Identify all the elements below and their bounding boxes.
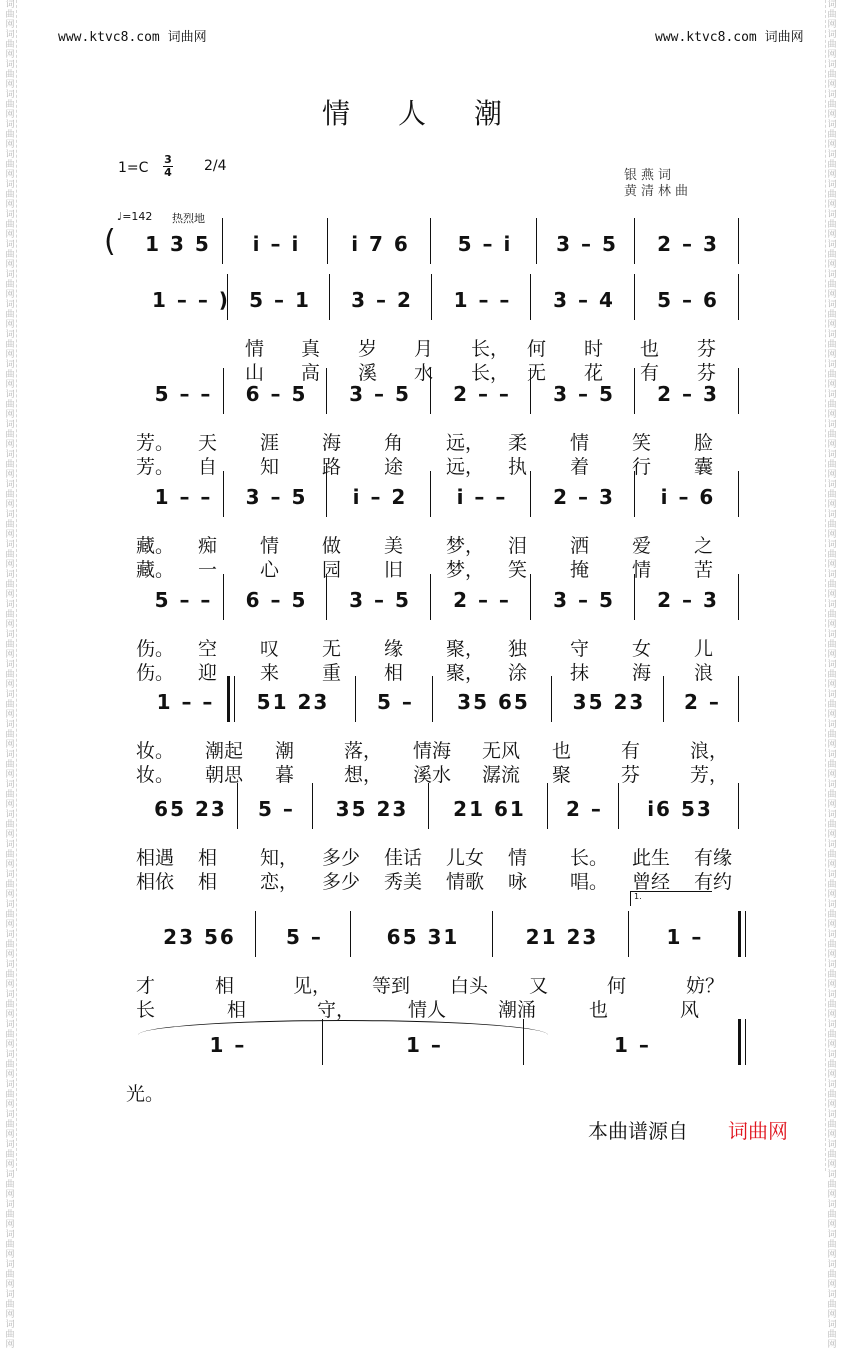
measure-notes: 2 – — [566, 797, 603, 821]
lyric-syllable: 潮起 — [205, 740, 244, 762]
measure-notes: 2 – – — [453, 588, 511, 612]
bar-line — [738, 574, 739, 620]
measure-notes: 21 61 — [453, 797, 526, 821]
lyric-syllable: 梦， — [446, 559, 485, 581]
bar-line — [738, 218, 739, 264]
bar-line — [634, 218, 635, 264]
measure-notes: 3 – 2 — [351, 288, 413, 312]
lyric-syllable: 海 — [632, 662, 652, 684]
lyric-syllable: 岁 — [358, 338, 378, 360]
lyric-syllable: 何 — [527, 338, 547, 360]
lyric-syllable: 真 — [301, 338, 321, 360]
measure-notes: i – – — [456, 485, 508, 509]
lyric-syllable: 暮 — [275, 764, 295, 786]
lyric-syllable: 痴 — [198, 535, 218, 557]
bar-line — [428, 783, 429, 829]
measure-notes: i 7 6 — [351, 232, 410, 256]
measure-notes: 3 – 5 — [349, 382, 411, 406]
lyric-syllable: 儿 — [694, 638, 714, 660]
bar-line — [223, 368, 224, 414]
bar-line — [530, 574, 531, 620]
expression-mark: 热烈地 — [172, 212, 205, 225]
lyric-syllable: 涯 — [260, 432, 280, 454]
lyric-syllable: 相 — [198, 871, 218, 893]
bar-line — [222, 218, 223, 264]
lyric-syllable: 海 — [322, 432, 342, 454]
lyric-syllable: 情 — [570, 432, 590, 454]
bar-line — [227, 274, 228, 320]
bar-line — [492, 911, 493, 957]
lyric-syllable: 相 — [384, 662, 404, 684]
lyric-syllable: 无 — [527, 362, 547, 384]
lyric-syllable: 秀美 — [384, 871, 423, 893]
lyric-syllable: 伤。 — [136, 638, 175, 660]
lyric-syllable: 曾经 — [632, 871, 671, 893]
lyric-syllable: 来 — [260, 662, 280, 684]
measure-notes: 2 – 3 — [553, 485, 615, 509]
lyric-syllable: 潮 — [275, 740, 295, 762]
measure-notes: 1 – — [666, 925, 704, 949]
lyric-syllable: 情 — [632, 559, 652, 581]
lyric-syllable: 旧 — [384, 559, 404, 581]
lyric-syllable: 山 — [245, 362, 265, 384]
bar-line — [327, 218, 328, 264]
lyric-syllable: 多少 — [322, 871, 361, 893]
measure-notes: 5 – — [377, 690, 414, 714]
bar-line — [432, 676, 433, 722]
lyric-syllable: 行 — [632, 456, 652, 478]
measure-notes: 2 – 3 — [657, 232, 719, 256]
lyric-syllable: 相遇 — [136, 847, 175, 869]
lyric-syllable: 自 — [198, 456, 218, 478]
footer-source-label: 本曲谱源自 — [588, 1119, 688, 1143]
lyric-syllable: 一 — [198, 559, 218, 581]
bar-line — [430, 218, 431, 264]
bar-line — [738, 783, 739, 829]
measure-notes: 51 23 — [256, 690, 330, 714]
measure-notes: 1 – — [209, 1033, 247, 1057]
lyric-syllable: 天 — [198, 432, 218, 454]
lyric-syllable: 角 — [384, 432, 404, 454]
lyric-syllable: 有缘 — [694, 847, 733, 869]
side-watermark-right: 词曲网词曲网词曲网词曲网词曲网词曲网词曲网词曲网词曲网词曲网词曲网词曲网词曲网词曲网词曲网词曲网词曲网词曲网词曲网词曲网词曲网词曲网词曲网词曲网词曲网词曲网词曲网词曲网词曲网词曲网词曲网词曲网词曲网词曲网词曲网词曲网词曲网词曲网词曲网词曲网词曲网词曲网词曲网词曲网词曲网 — [825, 0, 838, 1171]
lyric-syllable: 芳。 — [136, 456, 175, 478]
bar-line — [523, 1019, 524, 1065]
measure-notes: 3 – 4 — [553, 288, 615, 312]
bar-line — [738, 368, 739, 414]
bar-line — [350, 911, 351, 957]
lyric-syllable: 掩 — [570, 559, 590, 581]
lyric-syllable: 溪 — [358, 362, 378, 384]
lyric-syllable: 藏。 — [136, 559, 175, 581]
time-signature — [163, 154, 173, 179]
bar-line — [663, 676, 664, 722]
lyric-syllable: 妆。 — [136, 764, 175, 786]
bar-line — [255, 911, 256, 957]
bar-line — [430, 574, 431, 620]
lyric-syllable: 独 — [508, 638, 528, 660]
bar-line — [634, 574, 635, 620]
lyric-syllable: 情 — [508, 847, 528, 869]
bar-line — [618, 783, 619, 829]
lyric-syllable: 聚， — [446, 638, 485, 660]
tempo-mark: ♩=142 — [117, 210, 153, 223]
measure-notes: 2 – 3 — [657, 382, 719, 406]
measure-notes: 21 23 — [525, 925, 599, 949]
lyric-syllable: 长。 — [570, 847, 609, 869]
measure-notes: 5 – – — [154, 588, 213, 612]
measure-notes: 6 – 5 — [245, 588, 308, 612]
lyric-syllable: 朝思 — [205, 764, 244, 786]
lyric-syllable: 无 — [322, 638, 342, 660]
measure-notes: 5 – 1 — [249, 288, 311, 312]
measure-notes: 2 – – — [453, 382, 511, 406]
lyric-syllable: 守 — [570, 638, 590, 660]
lyric-syllable: 唱。 — [570, 871, 609, 893]
lyric-syllable: 美 — [384, 535, 404, 557]
lyric-syllable: 缘 — [384, 638, 404, 660]
lyric-syllable: 月 — [414, 338, 434, 360]
bar-line — [355, 676, 356, 722]
lyric-syllable: 相 — [227, 999, 247, 1021]
lyric-syllable: 白头 — [450, 975, 489, 997]
lyric-syllable: 藏。 — [136, 535, 175, 557]
composer: 黄清林曲 — [624, 184, 693, 199]
bar-line — [329, 274, 330, 320]
lyric-syllable: 情人 — [408, 999, 447, 1021]
lyric-syllable: 才 — [136, 975, 156, 997]
measure-notes: 1 – – — [156, 690, 215, 714]
bar-line — [312, 783, 313, 829]
bar-line — [430, 368, 431, 414]
bar-line — [326, 574, 327, 620]
measure-notes: 5 – i — [457, 232, 513, 256]
bar-line — [431, 274, 432, 320]
lyric-syllable: 长， — [471, 338, 510, 360]
meter-bottom: 4 — [164, 166, 172, 179]
lyricist: 银燕词 — [624, 168, 676, 183]
bar-line — [738, 676, 739, 722]
bar-line — [738, 274, 739, 320]
lyric-syllable: 等到 — [372, 975, 411, 997]
lyric-syllable: 知， — [260, 847, 299, 869]
lyric-syllable: 执 — [508, 456, 528, 478]
meter-top: 3 — [164, 153, 172, 166]
lyric-syllable: 有 — [640, 362, 660, 384]
key-signature: 1=C — [118, 160, 149, 176]
measure-notes: 35 65 — [457, 690, 530, 714]
lyric-syllable: 水 — [414, 362, 434, 384]
lyric-syllable: 此生 — [632, 847, 671, 869]
song-title: 情人潮 — [322, 97, 551, 130]
measure-notes: 65 31 — [386, 925, 460, 949]
repeat-end-bar — [738, 911, 741, 957]
bar-line — [223, 471, 224, 517]
lyric-syllable: 重 — [322, 662, 342, 684]
lyric-syllable: 想， — [344, 764, 383, 786]
lyric-syllable: 之 — [694, 535, 714, 557]
lyric-syllable: 做 — [322, 535, 342, 557]
bar-line — [530, 368, 531, 414]
bar-line — [536, 218, 537, 264]
bar-line — [738, 471, 739, 517]
bar-line — [530, 274, 531, 320]
lyric-syllable: 高 — [301, 362, 321, 384]
lyric-syllable: 苦 — [694, 559, 714, 581]
bar-line — [634, 471, 635, 517]
bar-line — [634, 274, 635, 320]
lyric-syllable: 也 — [640, 338, 660, 360]
lyric-syllable: 无风 — [482, 740, 521, 762]
lyric-syllable: 佳话 — [384, 847, 423, 869]
bar-line — [430, 471, 431, 517]
lyric-syllable: 花 — [584, 362, 604, 384]
lyric-syllable: 见， — [293, 975, 332, 997]
measure-notes: 6 – 5 — [245, 382, 308, 406]
lyric-syllable: 多少 — [322, 847, 361, 869]
measure-notes: 1 – — [614, 1033, 651, 1057]
bar-line — [326, 368, 327, 414]
lyric-syllable: 咏 — [508, 871, 528, 893]
lyric-syllable: 笑 — [632, 432, 652, 454]
lyric-syllable: 恋， — [260, 871, 299, 893]
lyric-syllable: 情 — [260, 535, 280, 557]
lyric-syllable: 浪， — [690, 740, 729, 762]
lyric-syllable: 梦， — [446, 535, 485, 557]
lyric-syllable: 潮涌 — [498, 999, 537, 1021]
measure-notes: 5 – 6 — [657, 288, 719, 312]
measure-notes: 3 – 5 — [556, 232, 618, 256]
measure-notes: 35 23 — [335, 797, 409, 821]
lyric-syllable: 潺流 — [482, 764, 521, 786]
measure-notes: 5 – — [286, 925, 323, 949]
site-url-right: www.ktvc8.com 词曲网 — [655, 30, 804, 45]
open-paren: ( — [104, 224, 116, 259]
lyric-syllable: 妨？ — [686, 975, 725, 997]
lyric-syllable: 芳， — [690, 764, 729, 786]
lyric-syllable: 也 — [552, 740, 572, 762]
side-watermark-left: 词曲网词曲网词曲网词曲网词曲网词曲网词曲网词曲网词曲网词曲网词曲网词曲网词曲网词曲网词曲网词曲网词曲网词曲网词曲网词曲网词曲网词曲网词曲网词曲网词曲网词曲网词曲网词曲网词曲网词曲网词曲网词曲网词曲网词曲网词曲网词曲网词曲网词曲网词曲网词曲网词曲网词曲网词曲网词曲网词曲网 — [4, 0, 17, 1171]
lyric-syllable: 情 — [245, 338, 265, 360]
lyric-syllable: 迎 — [198, 662, 218, 684]
lyric-syllable: 时 — [584, 338, 604, 360]
lyric-syllable: 风 — [680, 999, 700, 1021]
measure-notes: 65 23 — [154, 797, 227, 821]
lyric-syllable: 芬 — [697, 338, 717, 360]
bar-line — [326, 471, 327, 517]
lyric-syllable: 园 — [322, 559, 342, 581]
bar-line — [547, 783, 548, 829]
lyric-syllable: 叹 — [260, 638, 280, 660]
lyric-syllable: 着 — [570, 456, 590, 478]
tie-arc — [138, 1020, 548, 1035]
measure-notes: 1 – – ) — [152, 288, 230, 312]
bar-line — [223, 574, 224, 620]
lyric-syllable: 知 — [260, 456, 280, 478]
volta-bracket: 1. — [630, 891, 712, 906]
meter-alt: 2/4 — [204, 158, 227, 174]
lyric-syllable: 也 — [589, 999, 609, 1021]
lyric-syllable: 守， — [317, 999, 356, 1021]
lyric-syllable: 溪水 — [413, 764, 452, 786]
measure-notes: i6 53 — [647, 797, 713, 821]
lyric-syllable: 抹 — [570, 662, 590, 684]
lyric-syllable: 相 — [215, 975, 235, 997]
measure-notes: 3 – 5 — [245, 485, 308, 509]
lyric-syllable: 远， — [446, 456, 485, 478]
lyric-syllable: 芬 — [697, 362, 717, 384]
lyric-syllable: 空 — [198, 638, 218, 660]
lyric-syllable: 伤。 — [136, 662, 175, 684]
measure-notes: 3 – 5 — [553, 588, 615, 612]
lyric-syllable: 相依 — [136, 871, 175, 893]
lyric-syllable: 路 — [322, 456, 342, 478]
measure-notes: 5 – — [258, 797, 295, 821]
lyric-syllable: 有约 — [694, 871, 733, 893]
lyric-syllable: 情歌 — [446, 871, 485, 893]
lyric-syllable: 途 — [384, 456, 404, 478]
lyric-syllable: 光。 — [126, 1083, 165, 1105]
measure-notes: 1 – – — [154, 485, 213, 509]
lyric-syllable: 儿女 — [446, 847, 485, 869]
lyric-syllable: 脸 — [694, 432, 714, 454]
bar-line — [237, 783, 238, 829]
measure-notes: 3 – 5 — [349, 588, 411, 612]
footer-brand: 词曲网 — [728, 1119, 788, 1143]
measure-notes: 1 – – — [453, 288, 512, 312]
measure-notes: 3 – 5 — [553, 382, 615, 406]
site-url-left: www.ktvc8.com 词曲网 — [58, 30, 207, 45]
lyric-syllable: 又 — [529, 975, 549, 997]
lyric-syllable: 芳。 — [136, 432, 175, 454]
measure-notes: 1 3 5 — [145, 232, 211, 256]
measure-notes: 35 23 — [572, 690, 646, 714]
measure-notes: 23 56 — [163, 925, 236, 949]
lyric-syllable: 爱 — [632, 535, 652, 557]
final-bar-line — [738, 1019, 741, 1065]
lyric-syllable: 笑 — [508, 559, 528, 581]
bar-line — [628, 911, 629, 957]
lyric-syllable: 聚， — [446, 662, 485, 684]
lyric-syllable: 长， — [471, 362, 510, 384]
lyric-syllable: 远， — [446, 432, 485, 454]
measure-notes: 2 – — [684, 690, 721, 714]
measure-notes: 2 – 3 — [657, 588, 719, 612]
measure-notes: i – i — [252, 232, 301, 256]
lyric-syllable: 女 — [632, 638, 652, 660]
bar-line — [551, 676, 552, 722]
lyric-syllable: 洒 — [570, 535, 590, 557]
lyric-syllable: 何 — [607, 975, 627, 997]
lyric-syllable: 泪 — [508, 535, 528, 557]
repeat-start-bar — [227, 676, 230, 722]
measure-notes: i – 6 — [660, 485, 716, 509]
lyric-syllable: 妆。 — [136, 740, 175, 762]
lyric-syllable: 情海 — [413, 740, 452, 762]
lyric-syllable: 芬 — [621, 764, 641, 786]
lyric-syllable: 落， — [344, 740, 383, 762]
lyric-syllable: 浪 — [694, 662, 714, 684]
lyric-syllable: 长 — [136, 999, 156, 1021]
lyric-syllable: 涂 — [508, 662, 528, 684]
lyric-syllable: 聚 — [552, 764, 572, 786]
lyric-syllable: 囊 — [694, 456, 714, 478]
bar-line — [530, 471, 531, 517]
lyric-syllable: 相 — [198, 847, 218, 869]
measure-notes: 1 – — [406, 1033, 443, 1057]
lyric-syllable: 有 — [621, 740, 641, 762]
lyric-syllable: 柔 — [508, 432, 528, 454]
bar-line — [634, 368, 635, 414]
lyric-syllable: 心 — [260, 559, 280, 581]
measure-notes: i – 2 — [352, 485, 408, 509]
measure-notes: 5 – – — [154, 382, 213, 406]
